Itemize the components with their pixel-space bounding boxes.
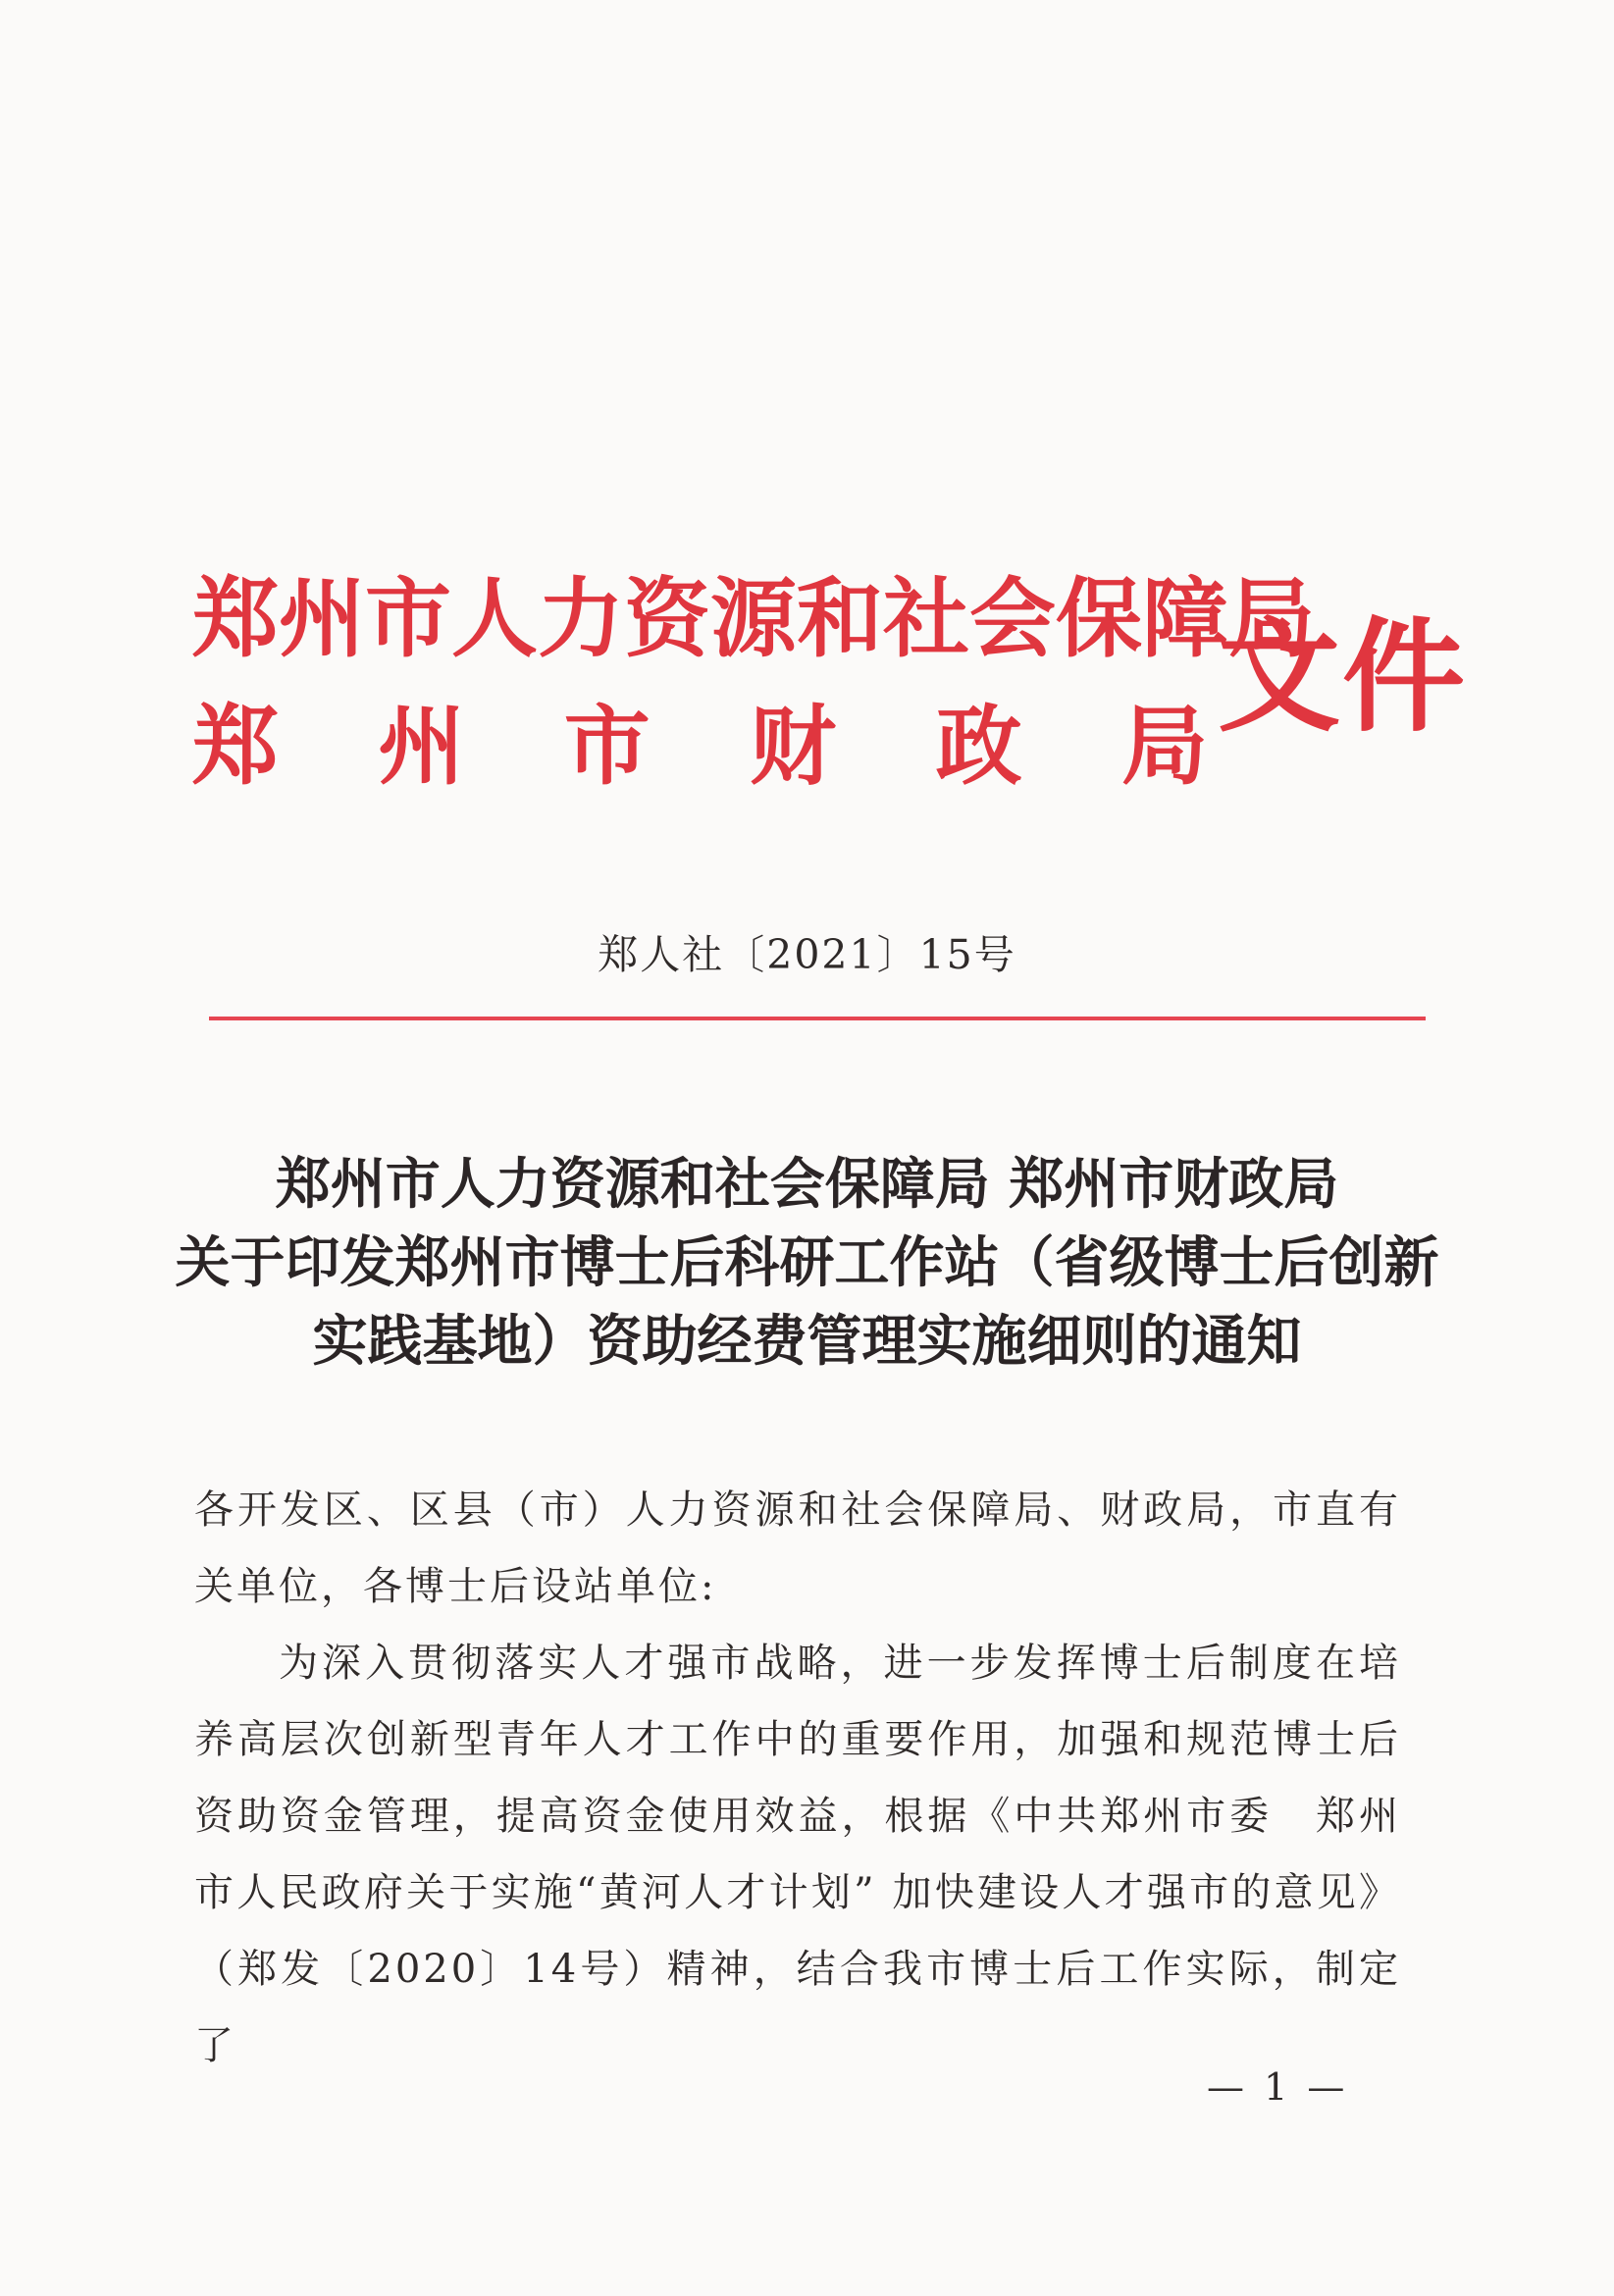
page-number: — 1 —	[1207, 2065, 1349, 2109]
red-divider-line	[209, 1017, 1426, 1020]
masthead-agency-2-char: 州	[378, 695, 465, 797]
masthead-agency-2-char: 市	[563, 695, 651, 797]
masthead-agency-2-char: 财	[750, 695, 837, 797]
masthead-agency-1: 郑州市人力资源和社会保障局	[192, 567, 1316, 669]
masthead-agency-2-char: 政	[935, 695, 1022, 797]
title-line-2: 关于印发郑州市博士后科研工作站（省级博士后创新	[175, 1231, 1439, 1295]
body-paragraph: 为深入贯彻落实人才强市战略，进一步发挥博士后制度在培养高层次创新型青年人才工作中的重要作用，加强和规范博士后资助资金管理，提高资金使用效益，根据《中共郑州市委 郑州市人民政府关于实施“黄河人才计划” 加快建设人才强市的意见》（郑发〔2020〕14号）精神，结合我市博士后工作实际，制定了	[194, 1641, 1401, 2068]
title-line-1: 郑州市人力资源和社会保障局 郑州市财政局	[275, 1153, 1339, 1217]
document-number: 郑人社〔2021〕15号	[598, 931, 1016, 978]
masthead-agency-2	[192, 697, 1208, 795]
document-title	[147, 1146, 1467, 1382]
masthead-agency-2-char: 局	[1120, 695, 1208, 797]
red-masthead	[192, 559, 1467, 814]
masthead-suffix: 文件	[1218, 605, 1467, 749]
title-line-3: 实践基地）资助经费管理实施细则的通知	[312, 1310, 1302, 1374]
masthead-agency-2-char: 郑	[192, 695, 280, 797]
addressee: 各开发区、区县（市）人力资源和社会保障局、财政局，市直有关单位，各博士后设站单位:	[194, 1487, 1401, 1609]
document-body	[194, 1472, 1401, 2084]
